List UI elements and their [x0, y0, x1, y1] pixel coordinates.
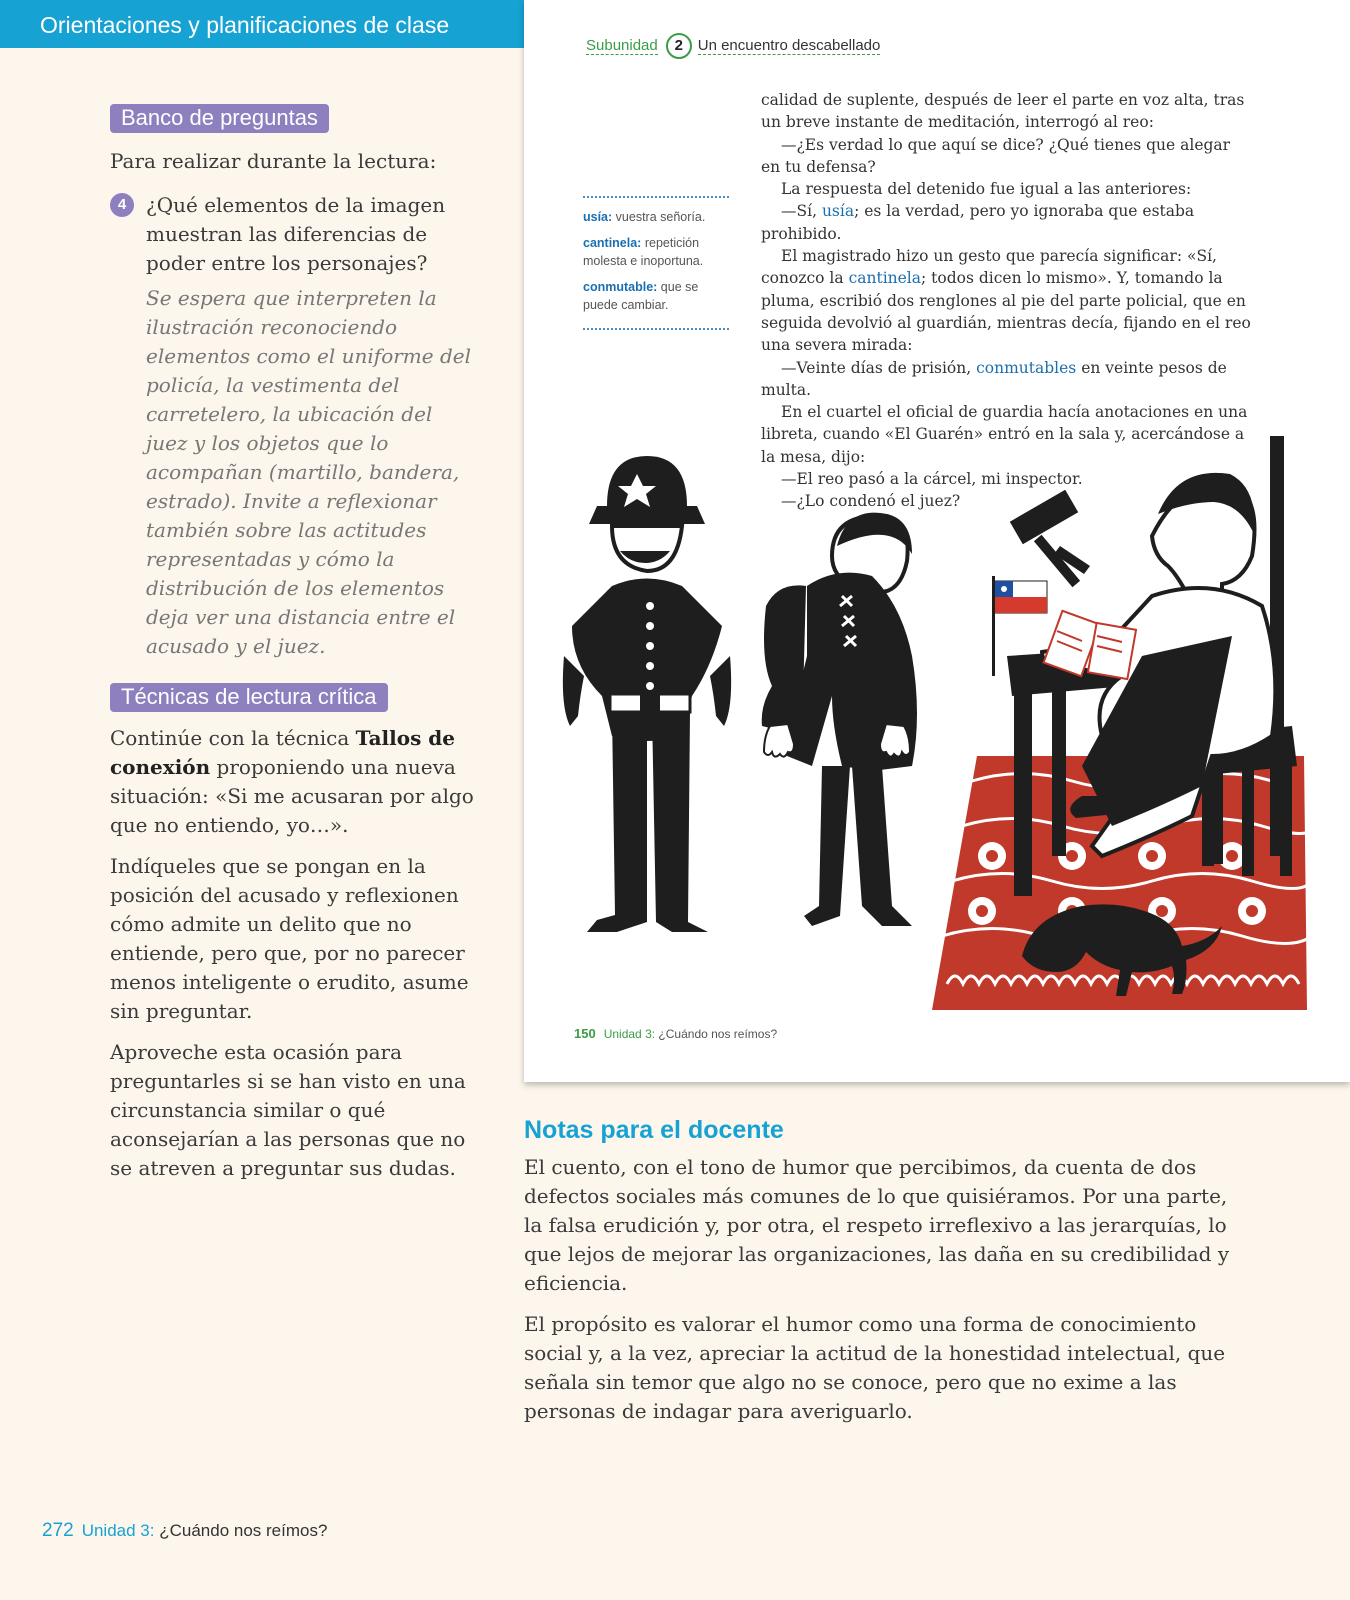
question-number-badge: 4	[110, 193, 134, 217]
technique-paragraph-2: Indíqueles que se pongan en la posición del acusado y reflexionen cómo admite un delito que no entiende, pero que, por no parecer menos inteligente o erudito, asume sin preguntar.	[110, 854, 469, 1023]
glossary-entry	[583, 208, 729, 226]
story-paragraph: —El reo pasó a la cárcel, mi inspector.	[781, 470, 1083, 489]
glossary-def: vuestra señoría.	[612, 210, 706, 224]
glossary-entry	[583, 234, 729, 270]
glossary-link-usia: usía	[821, 202, 855, 221]
student-book-page	[524, 0, 1350, 1082]
header-band	[0, 0, 524, 48]
book-page-number: 150	[574, 1026, 596, 1041]
glossary-term: usía:	[583, 210, 613, 224]
notes-paragraph-2: El propósito es valorar el humor como una forma de conocimiento social y, a la vez, apreciar la actitud de la honestidad intelectual, que señala sin temor que algo no se conoce, pero que no exime a las personas de indagar para averiguarlo.	[524, 1312, 1226, 1423]
story-paragraph: calidad de suplente, después de leer el parte en voz alta, tras un breve instante de meditación, interrogó al reo:	[761, 91, 1245, 132]
story-span: El magistrado hizo un gesto que parecía significar: «Sí, conozco la	[761, 247, 1217, 288]
footer-unit-title: ¿Cuándo nos reímos?	[159, 1521, 328, 1540]
subunit-title: Un encuentro descabellado	[697, 37, 881, 54]
bank-title: Banco de preguntas	[110, 104, 329, 133]
glossary-link-conmutables: conmutables	[976, 358, 1077, 377]
story-span: —Sí,	[781, 202, 822, 221]
glossary-term: conmutable:	[583, 280, 658, 294]
glossary-link-cantinela: cantinela	[848, 269, 922, 288]
book-page-footer	[574, 1026, 777, 1041]
story-paragraph: La respuesta del detenido fue igual a las anteriores:	[781, 180, 1192, 199]
teacher-column	[110, 104, 480, 1183]
glossary-entry	[583, 278, 729, 314]
story-paragraph: —¿Es verdad lo que aquí se dice? ¿Qué tienes que alegar en tu defensa?	[761, 135, 1231, 176]
book-page-unit-title: ¿Cuándo nos reímos?	[658, 1027, 778, 1041]
story-span: —Veinte días de prisión,	[781, 358, 977, 377]
story-paragraph	[761, 357, 1251, 402]
courtroom-illustration	[552, 436, 1332, 1026]
subunit-heading	[586, 33, 880, 59]
subunit-label: Subunidad	[586, 37, 658, 54]
page-footer	[42, 1520, 327, 1542]
story-paragraph	[761, 245, 1251, 356]
book-page-unit: Unidad 3:	[603, 1027, 656, 1041]
story-paragraph: En el cuartel el oficial de guardia hacía anotaciones en una libreta, cuando «El Guarén» entró en la sala y, acercándose a la mesa, dijo:	[761, 403, 1248, 466]
glossary-term: cantinela:	[583, 236, 642, 250]
question-answer: Se espera que interpreten la ilustración reconociendo elementos como el uniforme del policía, la vestimenta del carretelero, la ubicación del juez y los objetos que lo acompañan (martillo, bandera, estrado). Invite a reflexionar también sobre las actitudes representadas y cómo la distribución de los elementos deja ver una distancia entre el acusado y el juez.	[146, 286, 471, 658]
subunit-number: 2	[666, 33, 692, 59]
story-paragraph	[761, 200, 1251, 245]
p1-post: proponiendo una nueva situación: «Si me acusaran por algo que no entiendo, yo…».	[110, 755, 474, 837]
teacher-notes	[524, 1116, 1234, 1438]
glossary-box	[583, 196, 729, 330]
p1-pre: Continúe con la técnica	[110, 726, 356, 750]
technique-title: Técnicas de lectura crítica	[110, 683, 388, 712]
glossary-def: que se puede cambiar.	[583, 280, 699, 312]
story-span: ; todos dicen lo mismo». Y, tomando la pluma, escribió dos renglones al pie del parte policial, que en seguida devolvió al guardián, mientras decía, fijando en el reo una severa mirada:	[761, 269, 1251, 355]
notes-title: Notas para el docente	[524, 1116, 784, 1144]
technique-paragraph-3: Aproveche esta ocasión para preguntarles si se han visto en una circunstancia similar o qué aconsejarían a las personas que no se atreven a preguntar sus dudas.	[110, 1040, 466, 1180]
header-title: Orientaciones y planificaciones de clase	[40, 12, 450, 38]
glossary-def: repetición molesta e inoportuna.	[583, 236, 704, 268]
accused-man	[762, 513, 917, 926]
page-number: 272	[42, 1520, 74, 1541]
policeman	[563, 456, 731, 932]
footer-unit: Unidad 3:	[81, 1521, 155, 1540]
story-paragraph: —¿Lo condenó el juez?	[781, 492, 961, 511]
story-span: en veinte pesos de multa.	[761, 358, 1227, 399]
technique-name: Tallos de conexión	[110, 726, 456, 779]
question-text: ¿Qué elementos de la imagen muestran las diferencias de poder entre los personajes?	[146, 193, 446, 275]
bank-lead: Para realizar durante la lectura:	[110, 149, 437, 173]
technique-paragraph-1	[110, 724, 480, 840]
notes-paragraph-1: El cuento, con el tono de humor que percibimos, da cuenta de dos defectos sociales más comunes de lo que quisiéramos. Por una parte, la falsa erudición y, por otra, el respeto irreflexivo a las jerarquías, lo que lejos de mejorar las organizaciones, las daña en su credibilidad y eficiencia.	[524, 1155, 1230, 1295]
gavel	[1010, 490, 1090, 587]
question-block	[110, 191, 480, 661]
story-span: ; es la verdad, pero yo ignoraba que estaba prohibido.	[761, 202, 1195, 243]
